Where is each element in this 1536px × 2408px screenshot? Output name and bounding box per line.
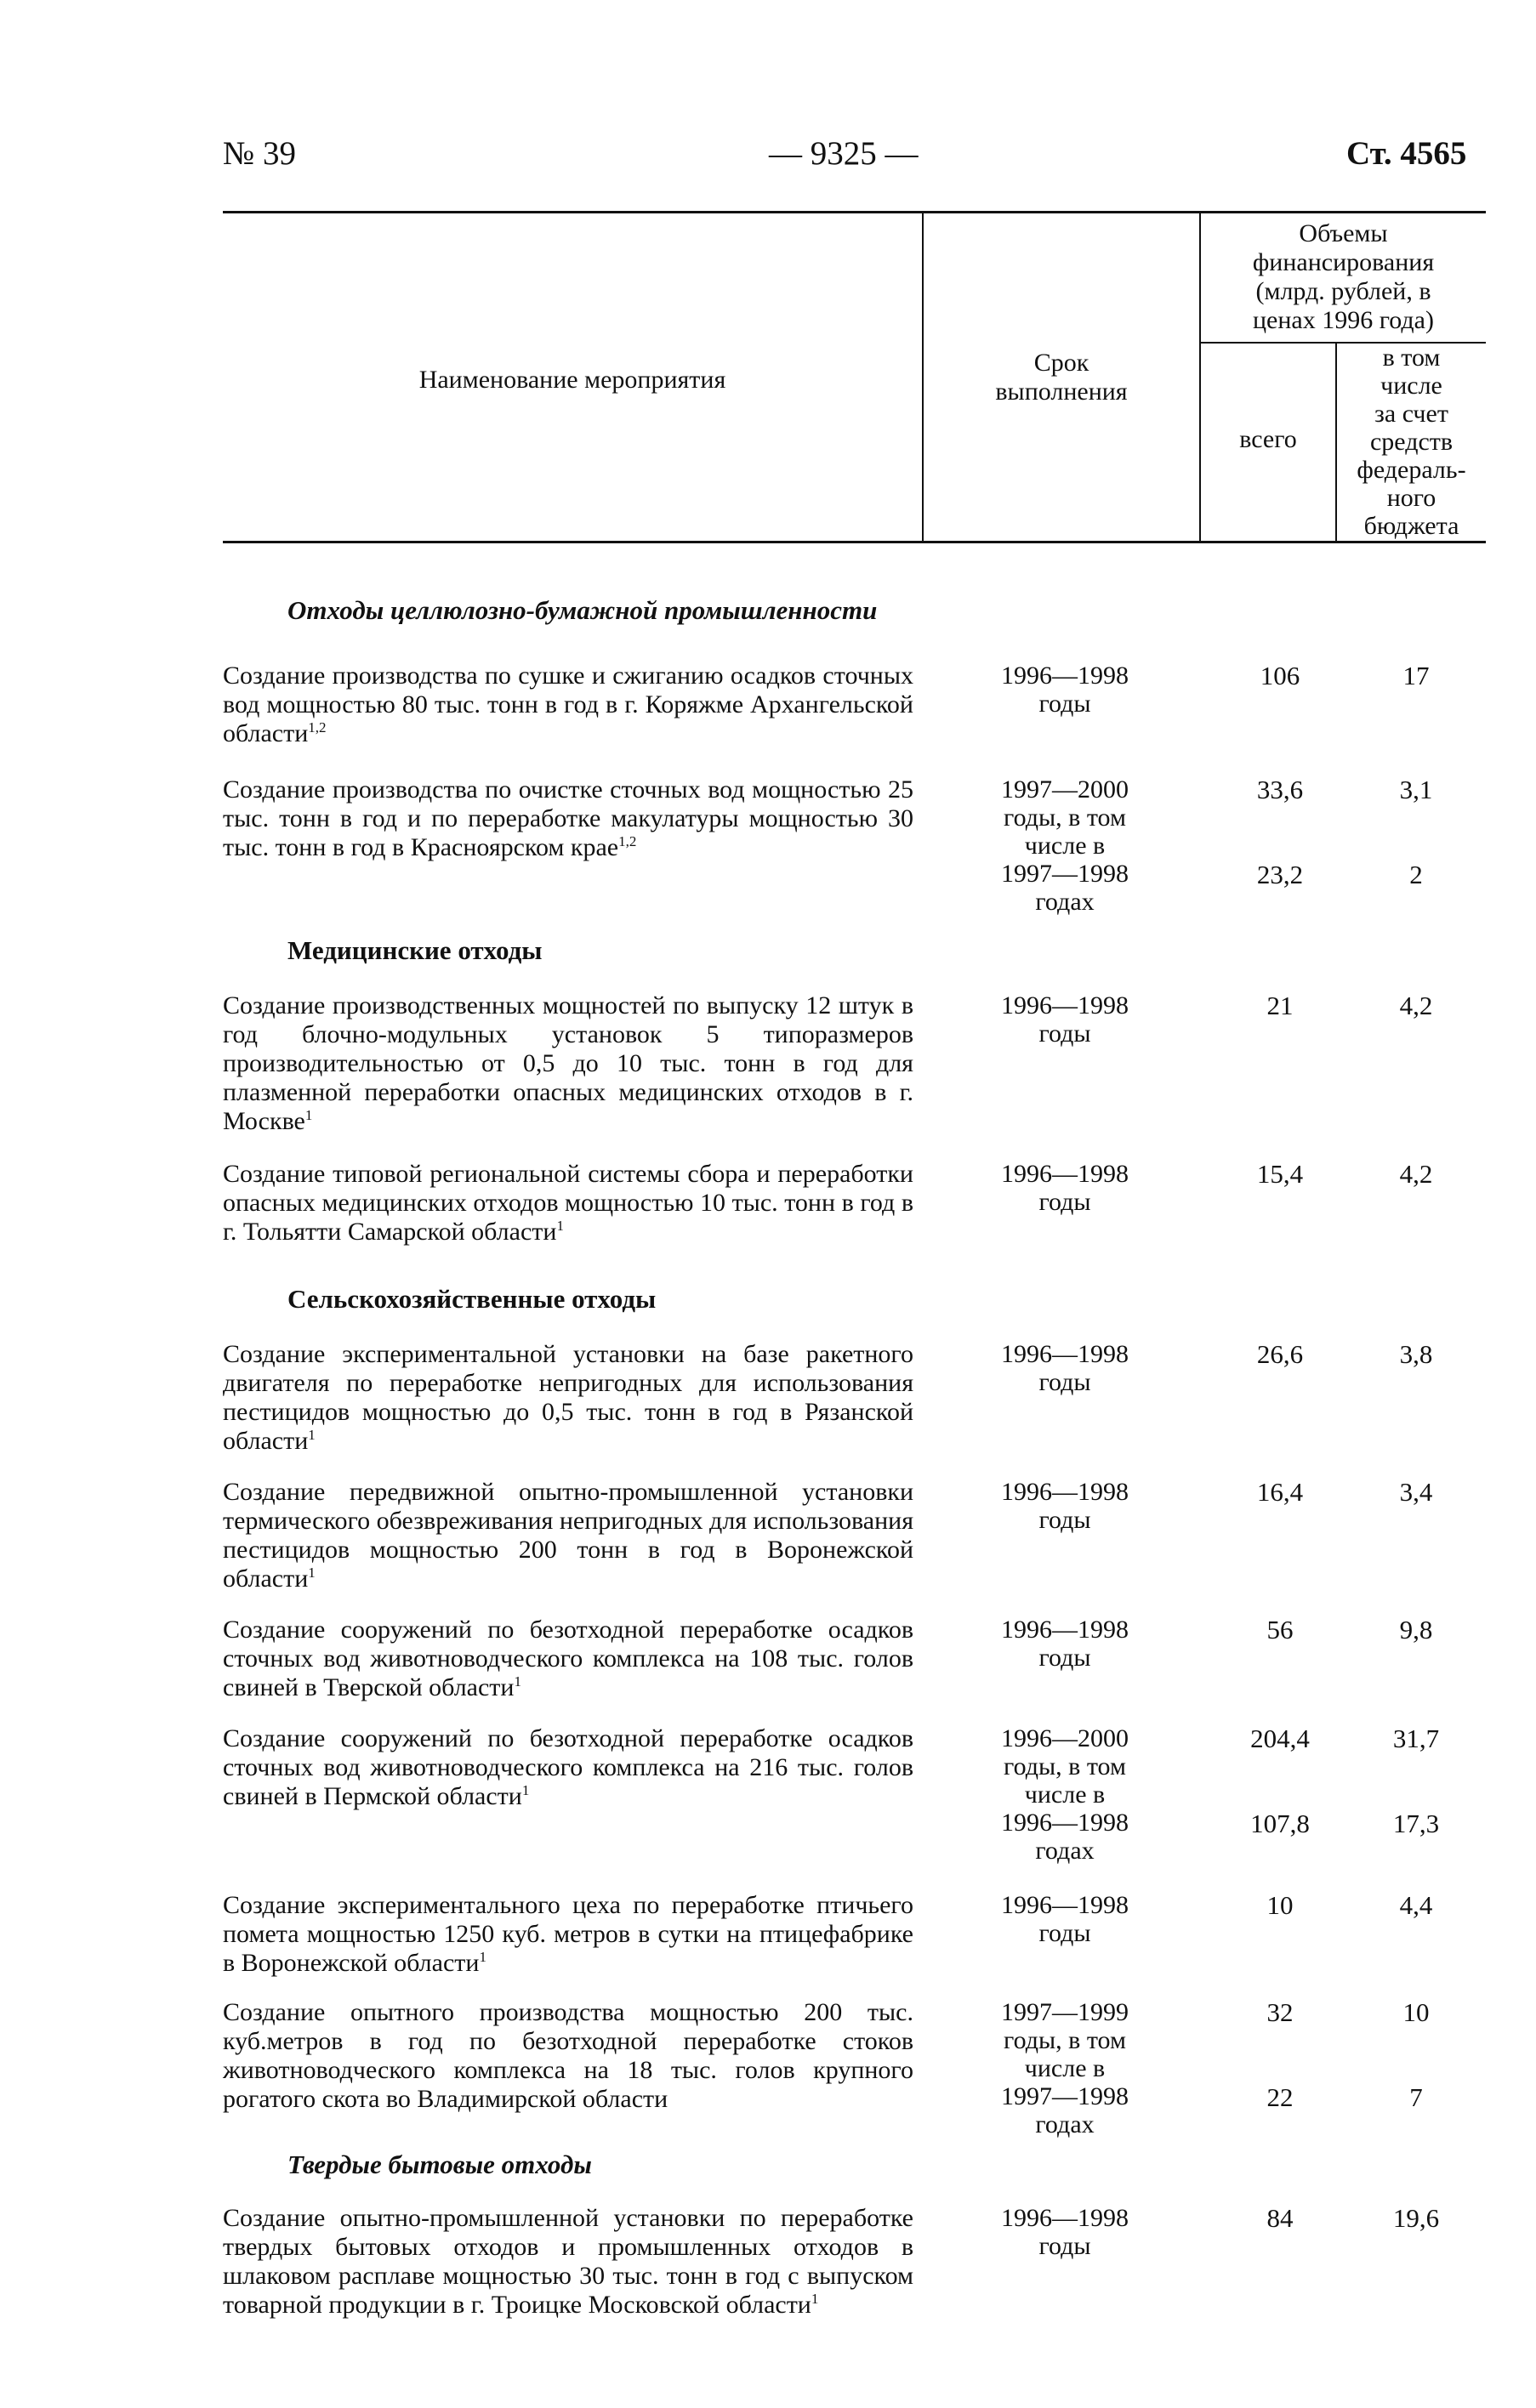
measure-name: Создание опытного производства мощностью 200 тыс. куб.метров в год по безотходной переработке стоков животноводческого комплекса на 18 тыс. голов крупного рогатого скота во Владимирской области <box>223 1998 913 2113</box>
term-cell: 1996—1998 годы <box>1001 662 1129 718</box>
measure-name: Создание типовой региональной системы сбора и переработки опасных медицинских отходов мощностью 10 тыс. тонн в год в г. Тольятти Самарской области$^1$ <box>223 1160 913 1246</box>
term-cell: 1997—2000 годы, в том числе в 1997—1998 годах <box>1001 775 1129 916</box>
term-cell: 1996—1998 годы <box>1001 1891 1129 1947</box>
header-name-column <box>223 366 922 395</box>
measure-name: Создание экспериментального цеха по переработке птичьего помета мощностью 1250 куб. метров в сутки на птицефабрике в Воронежской области$^1$ <box>223 1891 913 1977</box>
federal-subvalue: 17,3 <box>1392 1809 1440 1838</box>
header-volume-column <box>1201 219 1486 335</box>
total-value: 16,4 <box>1256 1477 1304 1507</box>
federal-subvalue: 2 <box>1409 860 1423 889</box>
federal-value: 17 <box>1402 661 1430 690</box>
measure-name: Создание экспериментальной установки на базе ракетного двигателя по переработке непригодных для использования пестицидов мощностью до 0,5 тыс. тонн в год в Рязанской области$^1$ <box>223 1340 913 1455</box>
header-volume-line-2: финансирования <box>1252 248 1435 276</box>
article-number: Ст. 4565 <box>1346 135 1467 172</box>
header-federal-line-3: за счет <box>1374 400 1448 428</box>
header-term-column <box>924 349 1199 406</box>
term-cell: 1996—2000 годы, в том числе в 1996—1998 годах <box>1001 1724 1129 1865</box>
header-volume-line-4: ценах 1996 года) <box>1252 306 1434 334</box>
measure-name: Создание производства по сушке и сжиганию осадков сточных вод мощностью 80 тыс. тонн в год в г. Коряжме Архангельской области$^{1,2}$ <box>223 662 913 747</box>
term-cell: 1996—1998 годы <box>1001 1340 1129 1396</box>
header-federal-line-1: в том <box>1382 344 1441 372</box>
total-value: 204,4 <box>1250 1724 1310 1753</box>
total-value: 10 <box>1266 1890 1294 1920</box>
measure-name: Создание производственных мощностей по выпуску 12 штук в год блочно-модульных установок 5 типоразмеров производительностью от 0,5 до 10 тыс. тонн в год для плазменной переработки опасных медицинских отходов в г. Москве$^1$ <box>223 991 913 1135</box>
federal-value: 10 <box>1402 1997 1430 2027</box>
total-value: 56 <box>1266 1615 1294 1644</box>
total-subvalue: 23,2 <box>1256 860 1304 889</box>
header-term-line-1: Срок <box>1033 349 1089 377</box>
federal-value: 3,4 <box>1399 1477 1433 1507</box>
issue-number: № 39 <box>223 135 296 172</box>
federal-value: 9,8 <box>1399 1615 1433 1644</box>
measure-name: Создание передвижной опытно-промышленной установки термического обезвреживания непригодных для использования пестицидов мощностью 200 тонн в год в Воронежской области$^1$ <box>223 1478 913 1593</box>
measure-name: Создание сооружений по безотходной переработке осадков сточных вод животноводческого комплекса на 108 тыс. голов свиней в Тверской области$^1$ <box>223 1616 913 1701</box>
total-value: 106 <box>1260 661 1300 690</box>
header-federal-line-5: федераль- <box>1357 456 1466 484</box>
total-value: 33,6 <box>1256 775 1304 804</box>
measure-name: Создание опытно-промышленной установки по переработке твердых бытовых отходов и промышленных отходов в шлаковом расплаве мощностью 30 тыс. тонн в год с выпуском товарной продукции в г. Троицке Московской области$^1$ <box>223 2204 913 2319</box>
total-value: 32 <box>1266 1997 1294 2027</box>
federal-value: 4,4 <box>1399 1890 1433 1920</box>
federal-subvalue: 7 <box>1409 2082 1423 2112</box>
total-value: 84 <box>1266 2203 1294 2233</box>
measure-name: Создание сооружений по безотходной переработке осадков сточных вод животноводческого комплекса на 216 тыс. голов свиней в Пермской области$^1$ <box>223 1724 913 1810</box>
header-federal-column <box>1337 344 1486 540</box>
section-title-medical: Медицинские отходы <box>287 935 543 965</box>
federal-value: 3,1 <box>1399 775 1433 804</box>
header-total-text: всего <box>1239 425 1297 453</box>
header-federal-line-2: числе <box>1380 372 1442 400</box>
term-cell: 1996—1998 годы <box>1001 2204 1129 2260</box>
total-value: 21 <box>1266 991 1294 1020</box>
section-title-solid-household: Твердые бытовые отходы <box>287 2150 592 2179</box>
federal-value: 3,8 <box>1399 1339 1433 1369</box>
term-cell: 1996—1998 годы <box>1001 1160 1129 1216</box>
table-header-bottom-rule <box>223 541 1486 543</box>
header-name-text: Наименование мероприятия <box>418 366 726 394</box>
total-subvalue: 107,8 <box>1250 1809 1310 1838</box>
header-federal-line-7: бюджета <box>1363 512 1459 540</box>
term-cell: 1997—1999 годы, в том числе в 1997—1998 годах <box>1001 1998 1129 2138</box>
term-cell: 1996—1998 годы <box>1001 991 1129 1048</box>
federal-value: 4,2 <box>1399 1159 1433 1189</box>
header-federal-line-6: ного <box>1386 484 1436 512</box>
table-top-rule <box>223 211 1486 213</box>
header-volume-line-1: Объемы <box>1299 219 1388 247</box>
total-value: 26,6 <box>1256 1339 1304 1369</box>
page-number: — 9325 — <box>769 135 919 172</box>
term-cell: 1996—1998 годы <box>1001 1478 1129 1534</box>
total-value: 15,4 <box>1256 1159 1304 1189</box>
federal-value: 19,6 <box>1392 2203 1440 2233</box>
section-title-pulp-paper: Отходы целлюлозно-бумажной промышленности <box>287 595 878 625</box>
federal-value: 31,7 <box>1392 1724 1440 1753</box>
header-federal-line-4: средств <box>1369 428 1454 456</box>
header-total-column <box>1201 425 1335 454</box>
term-cell: 1996—1998 годы <box>1001 1616 1129 1672</box>
header-volume-line-3: (млрд. рублей, в <box>1255 277 1431 305</box>
section-title-agricultural: Сельскохозяйственные отходы <box>287 1284 657 1314</box>
measure-name: Создание производства по очистке сточных вод мощностью 25 тыс. тонн в год и по переработке макулатуры мощностью 30 тыс. тонн в год в Красноярском крае$^{1,2}$ <box>223 775 913 861</box>
header-term-line-2: выполнения <box>995 378 1128 406</box>
total-subvalue: 22 <box>1266 2082 1294 2112</box>
federal-value: 4,2 <box>1399 991 1433 1020</box>
